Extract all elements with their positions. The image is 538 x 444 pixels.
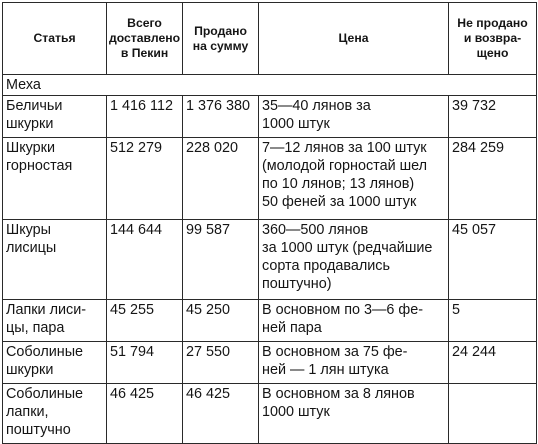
cell-unsold: 24 244 <box>449 342 537 384</box>
header-delivered <box>107 3 183 75</box>
header-sold-line: на сумму <box>192 38 249 53</box>
cell-price-line: ней — 1 лян штука <box>262 362 389 378</box>
cell-item <box>3 342 107 384</box>
cell-price-line: за 1000 штук (редчайшие <box>262 240 433 256</box>
cell-unsold: 45 057 <box>449 220 537 300</box>
table-row <box>3 138 537 220</box>
cell-unsold: 5 <box>449 300 537 342</box>
cell-delivered: 1 416 112 <box>107 96 183 138</box>
table-row <box>3 96 537 138</box>
header-item-text: Статья <box>33 31 76 45</box>
cell-delivered: 144 644 <box>107 220 183 300</box>
cell-delivered: 512 279 <box>107 138 183 220</box>
header-item <box>3 3 107 75</box>
section-title: Меха <box>3 75 537 96</box>
cell-price-line: поштучно) <box>262 276 332 292</box>
header-delivered-line: доставлено <box>109 31 181 45</box>
table-row <box>3 220 537 300</box>
cell-sold: 45 250 <box>183 300 259 342</box>
cell-price-line: 35—40 лянов за <box>262 98 371 114</box>
cell-sold: 1 376 380 <box>183 96 259 138</box>
cell-delivered: 45 255 <box>107 300 183 342</box>
header-row <box>3 3 537 75</box>
header-delivered-line: в Пекин <box>120 46 169 60</box>
header-delivered-line: Всего <box>127 16 162 30</box>
table-row <box>3 342 537 384</box>
cell-item <box>3 300 107 342</box>
cell-item-line: лапки, <box>6 404 49 420</box>
cell-item <box>3 96 107 138</box>
cell-item-line: лисицы <box>6 240 57 256</box>
cell-item-line: поштучно <box>6 422 71 438</box>
cell-sold: 46 425 <box>183 384 259 444</box>
table-row <box>3 300 537 342</box>
cell-price-line: 7—12 лянов за 100 штук <box>262 140 427 156</box>
header-unsold-line: щено <box>476 46 509 60</box>
cell-item <box>3 220 107 300</box>
header-price-text: Цена <box>338 31 369 45</box>
cell-item-line: Беличьи <box>6 98 63 114</box>
cell-sold: 99 587 <box>183 220 259 300</box>
cell-unsold <box>449 384 537 444</box>
fur-trade-table <box>2 2 537 444</box>
cell-price-line: В основном за 8 лянов <box>262 386 415 402</box>
cell-price-line: сорта продавались <box>262 258 390 274</box>
header-price <box>259 3 449 75</box>
cell-unsold: 39 732 <box>449 96 537 138</box>
cell-price-line: 1000 штук <box>262 404 330 420</box>
cell-price-line: В основном по 3—6 фе- <box>262 302 424 318</box>
cell-price-line: 50 феней за 1000 штук <box>262 194 417 210</box>
header-sold-line: Продано <box>194 23 247 38</box>
cell-price <box>259 220 449 300</box>
cell-sold: 27 550 <box>183 342 259 384</box>
cell-item-line: Шкурки <box>6 140 56 156</box>
cell-price <box>259 96 449 138</box>
cell-delivered: 46 425 <box>107 384 183 444</box>
cell-price-line: (молодой горностай шел <box>262 158 428 174</box>
cell-price-line: ней пара <box>262 320 322 336</box>
cell-item <box>3 138 107 220</box>
cell-price-line: по 10 лянов; 13 лянов) <box>262 176 415 192</box>
cell-item-line: горностая <box>6 158 73 174</box>
cell-price <box>259 138 449 220</box>
table-row <box>3 384 537 444</box>
section-row <box>3 75 537 96</box>
cell-price-line: 360—500 лянов <box>262 222 369 238</box>
cell-item-line: Соболиные <box>6 386 84 402</box>
cell-price <box>259 342 449 384</box>
header-unsold-line: Не продано <box>457 16 528 30</box>
cell-unsold: 284 259 <box>449 138 537 220</box>
cell-price-line: 1000 штук <box>262 116 330 132</box>
cell-price-line: В основном за 75 фе- <box>262 344 408 360</box>
header-unsold <box>449 3 537 75</box>
cell-item-line: шкурки <box>6 362 54 378</box>
header-sold <box>183 3 259 75</box>
cell-item-line: Шкуры <box>6 222 52 238</box>
header-unsold-line: и возвра- <box>463 31 522 45</box>
cell-price <box>259 384 449 444</box>
cell-delivered: 51 794 <box>107 342 183 384</box>
cell-price <box>259 300 449 342</box>
cell-item <box>3 384 107 444</box>
cell-sold: 228 020 <box>183 138 259 220</box>
cell-item-line: Соболиные <box>6 344 84 360</box>
cell-item-line: шкурки <box>6 116 54 132</box>
cell-item-line: Лапки лиси- <box>6 302 87 318</box>
cell-item-line: цы, пара <box>6 320 65 336</box>
